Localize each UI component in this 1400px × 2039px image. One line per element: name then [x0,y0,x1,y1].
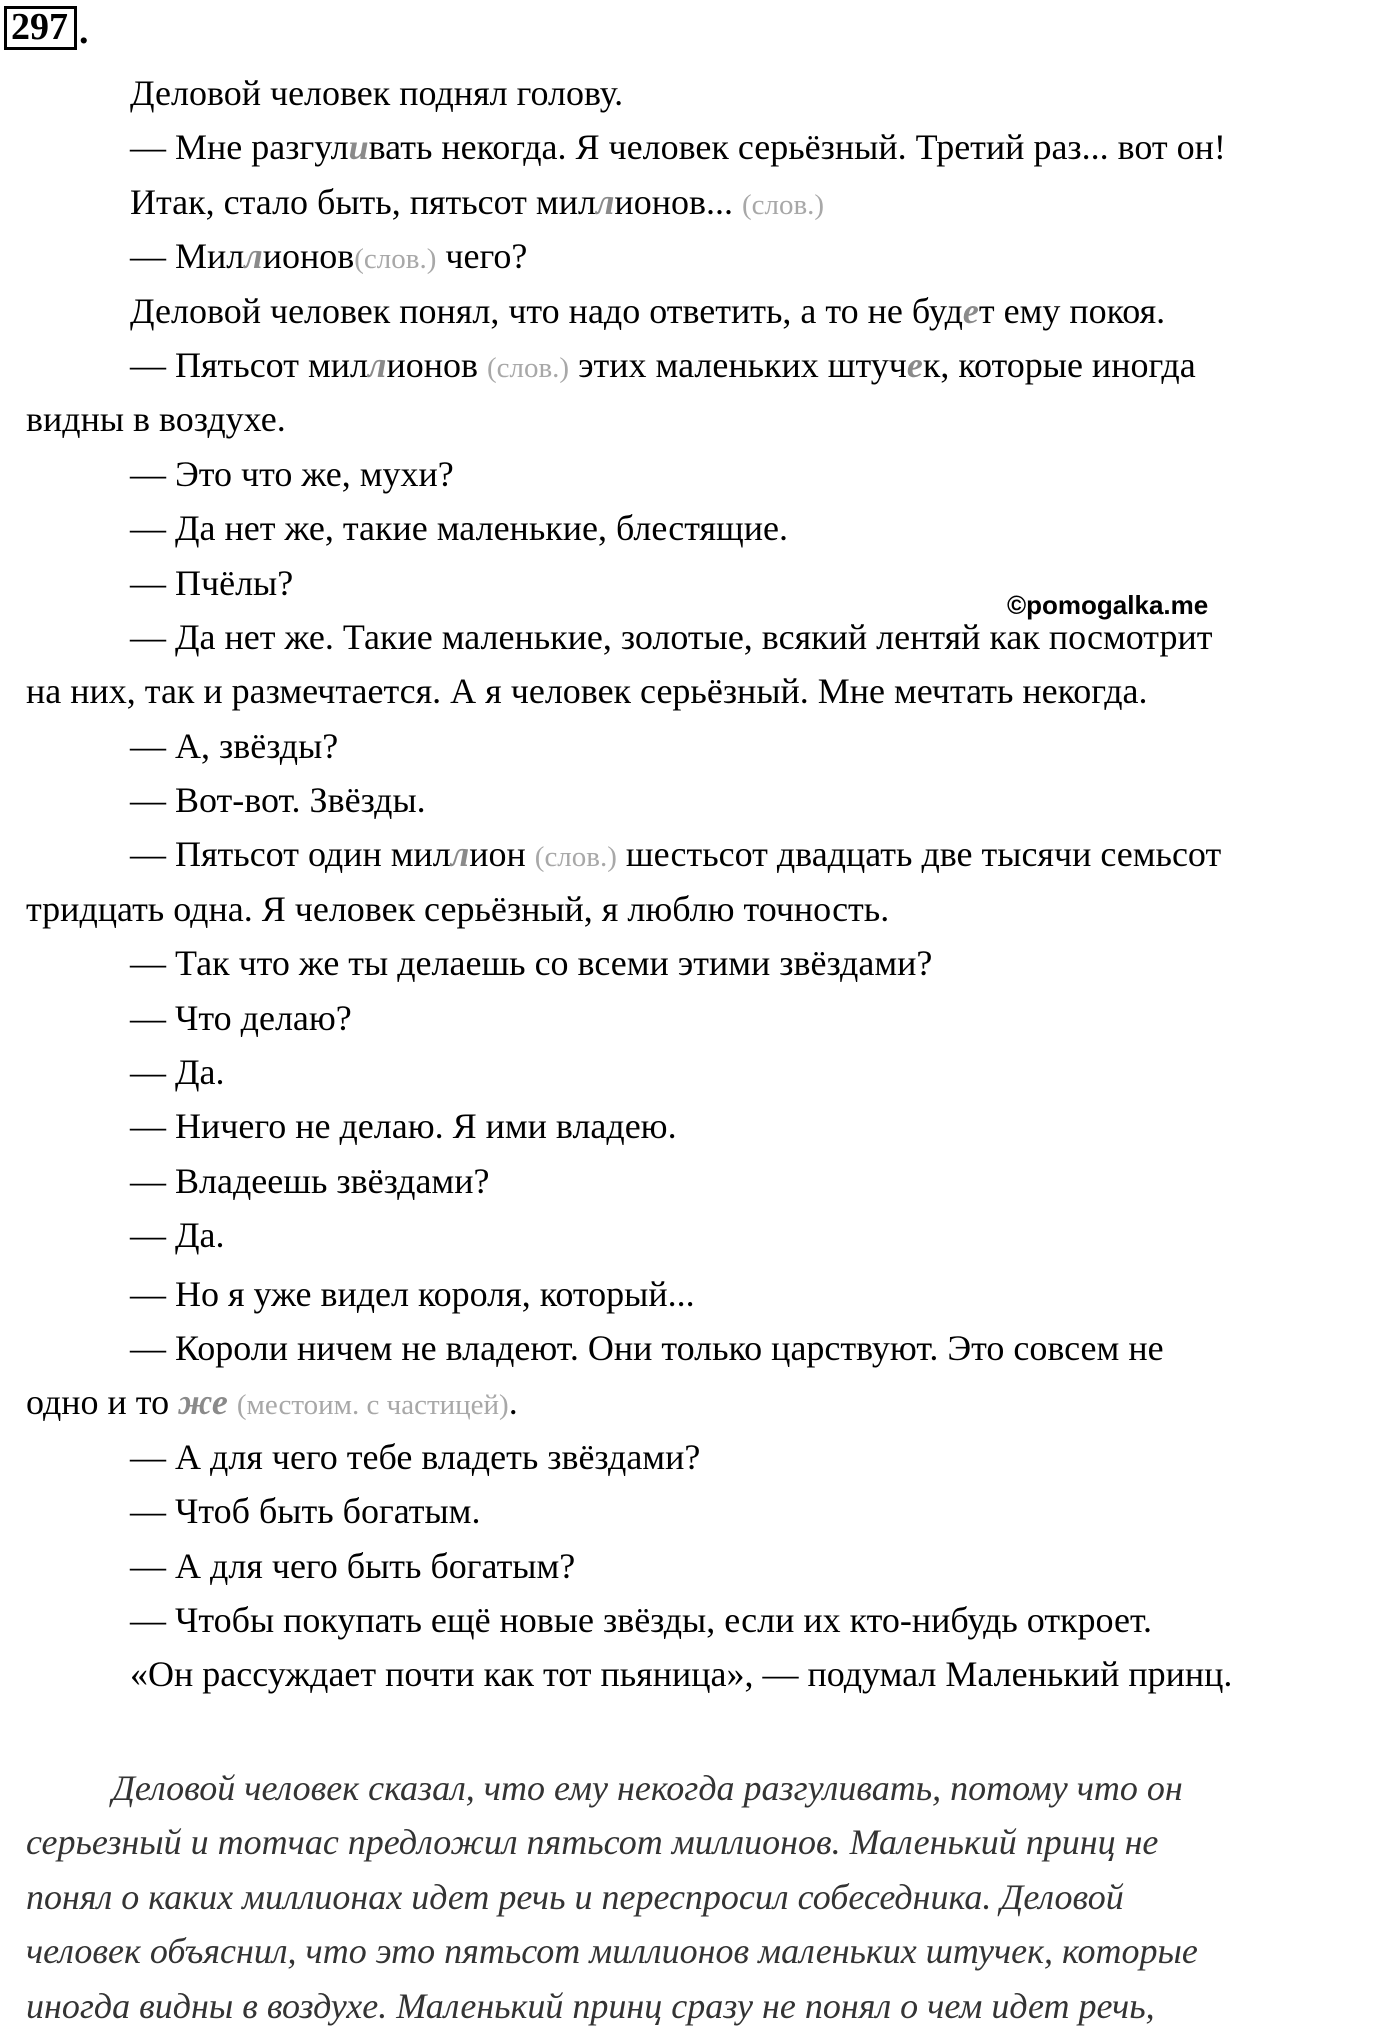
text-line [26,610,1398,664]
text-line [26,1539,1398,1593]
exercise-text [26,66,1398,1702]
text-segment: . [508,1382,518,1423]
text-line [26,1267,1398,1321]
text-segment: на них, так и размечтается. А я человек серьёзный. Мне мечтать некогда. [26,671,1148,712]
highlighted-letter: и [348,127,369,168]
text-line [26,1321,1398,1375]
highlighted-letter: л [595,181,615,222]
text-segment: ион [469,834,535,875]
text-line [26,66,1398,120]
answer-text [26,1761,1398,2033]
highlighted-letter: е [906,344,923,385]
text-segment: т ему покоя. [978,290,1166,331]
text-line [26,120,1398,174]
text-segment: шестьсот двадцать две тысячи семьсот [616,834,1222,875]
highlighted-letter: л [367,344,387,385]
text-segment: — Пятьсот один мил [130,834,451,875]
text-segment: — Да. [130,1052,225,1093]
text-line [26,1154,1398,1208]
text-line [26,664,1398,718]
highlighted-letter: же [178,1382,228,1423]
text-line [26,556,1398,610]
text-line [26,1647,1398,1701]
text-line [26,1593,1398,1647]
text-segment: — Короли ничем не владеют. Они только царствуют. Это совсем не [130,1327,1164,1368]
text-line [26,229,1398,283]
text-segment: — Чтобы покупать ещё новые звёзды, если их кто-нибудь откроет. [130,1599,1152,1640]
text-line [26,719,1398,773]
text-line [26,501,1398,555]
text-line [26,338,1398,392]
text-line [26,392,1398,446]
task-number [4,6,89,50]
text-line [26,1484,1398,1538]
text-segment: — А для чего тебе владеть звёздами? [130,1436,701,1477]
text-segment [228,1382,237,1422]
text-segment: ионов... [614,181,742,222]
highlighted-letter: л [450,834,470,875]
text-segment: — Так что же ты делаешь со всеми этими звёздами? [130,943,933,984]
text-segment: — Пчёлы? [130,562,294,603]
text-segment: — Да нет же, такие маленькие, блестящие. [130,508,788,549]
text-line [26,1045,1398,1099]
text-segment: Деловой человек поднял голову. [130,73,624,113]
text-segment: видны в воздухе. [26,399,286,440]
text-segment: вать некогда. Я человек серьёзный. Третий раз... вот он! [368,127,1226,168]
text-segment: тридцать одна. Я человек серьёзный, я люблю точность. [26,888,890,929]
text-segment: — Что делаю? [130,997,352,1038]
text-segment: одно и то [26,1382,179,1423]
text-line [26,1375,1398,1429]
text-line [26,1430,1398,1484]
text-segment: — Мил [130,236,245,277]
task-number-dot: . [79,10,89,52]
text-segment: — Да нет же. Такие маленькие, золотые, всякий лентяй как посмотрит [130,616,1213,657]
text-segment: ионов [386,344,487,385]
text-segment: — Владеешь звёздами? [130,1160,490,1201]
answer-line: Деловой человек сказал, что ему некогда разгуливать, потому что он [112,1768,1183,1808]
grammar-note: (слов.) [534,841,617,874]
text-segment: ионов [262,236,355,277]
text-line [26,1099,1398,1153]
highlighted-letter: е [962,290,979,331]
grammar-note: (слов.) [486,351,570,384]
text-segment: этих маленьких штуч [569,344,907,385]
text-segment: — Да. [130,1215,225,1256]
text-segment: Итак, стало быть, пятьсот мил [130,181,596,222]
text-segment: — А для чего быть богатым? [130,1545,576,1586]
text-line [26,773,1398,827]
text-line [26,447,1398,501]
answer-line: понял о каких миллионах идет речь и переспросил собеседника. Деловой [26,1876,1124,1917]
answer-line: человек объяснил, что это пятьсот миллионов маленьких штучек, которые [26,1931,1198,1972]
text-line [26,991,1398,1045]
text-segment: чего? [436,236,528,277]
text-line [26,882,1398,936]
highlighted-letter: л [244,236,263,277]
grammar-note: (слов.) [354,243,437,276]
text-segment: — Мне разгул [130,127,349,168]
text-segment: — Чтоб быть богатым. [130,1491,481,1532]
text-segment: Деловой человек понял, что надо ответить, а то не буд [130,290,963,331]
text-segment: — А, звёзды? [130,725,339,766]
text-segment: к, которые иногда [922,344,1196,385]
text-line [26,175,1398,229]
watermark: ©pomogalka.me [1007,590,1209,620]
text-segment: «Он рассуждает почти как тот пьяница», — подумал Маленький принц. [130,1654,1233,1695]
text-segment: — Пятьсот мил [130,344,368,385]
task-number-box: 297 [4,6,77,50]
text-line [26,284,1398,338]
answer-line: серьезный и тотчас предложил пятьсот миллионов. Маленький принц не [26,1822,1159,1863]
answer-line: иногда видны в воздухе. Маленький принц сразу не понял о чем идет речь, [26,1985,1155,2026]
text-line [26,936,1398,990]
text-line [26,1208,1398,1262]
text-segment: — Вот-вот. Звёзды. [130,780,426,821]
text-line [26,827,1398,881]
grammar-note: (местоим. с частицей) [236,1389,509,1422]
grammar-note: (слов.) [741,188,825,221]
text-segment: — Это что же, мухи? [130,453,454,494]
text-segment: — Ничего не делаю. Я ими владею. [130,1106,677,1147]
text-segment: — Но я уже видел короля, который... [130,1273,695,1314]
